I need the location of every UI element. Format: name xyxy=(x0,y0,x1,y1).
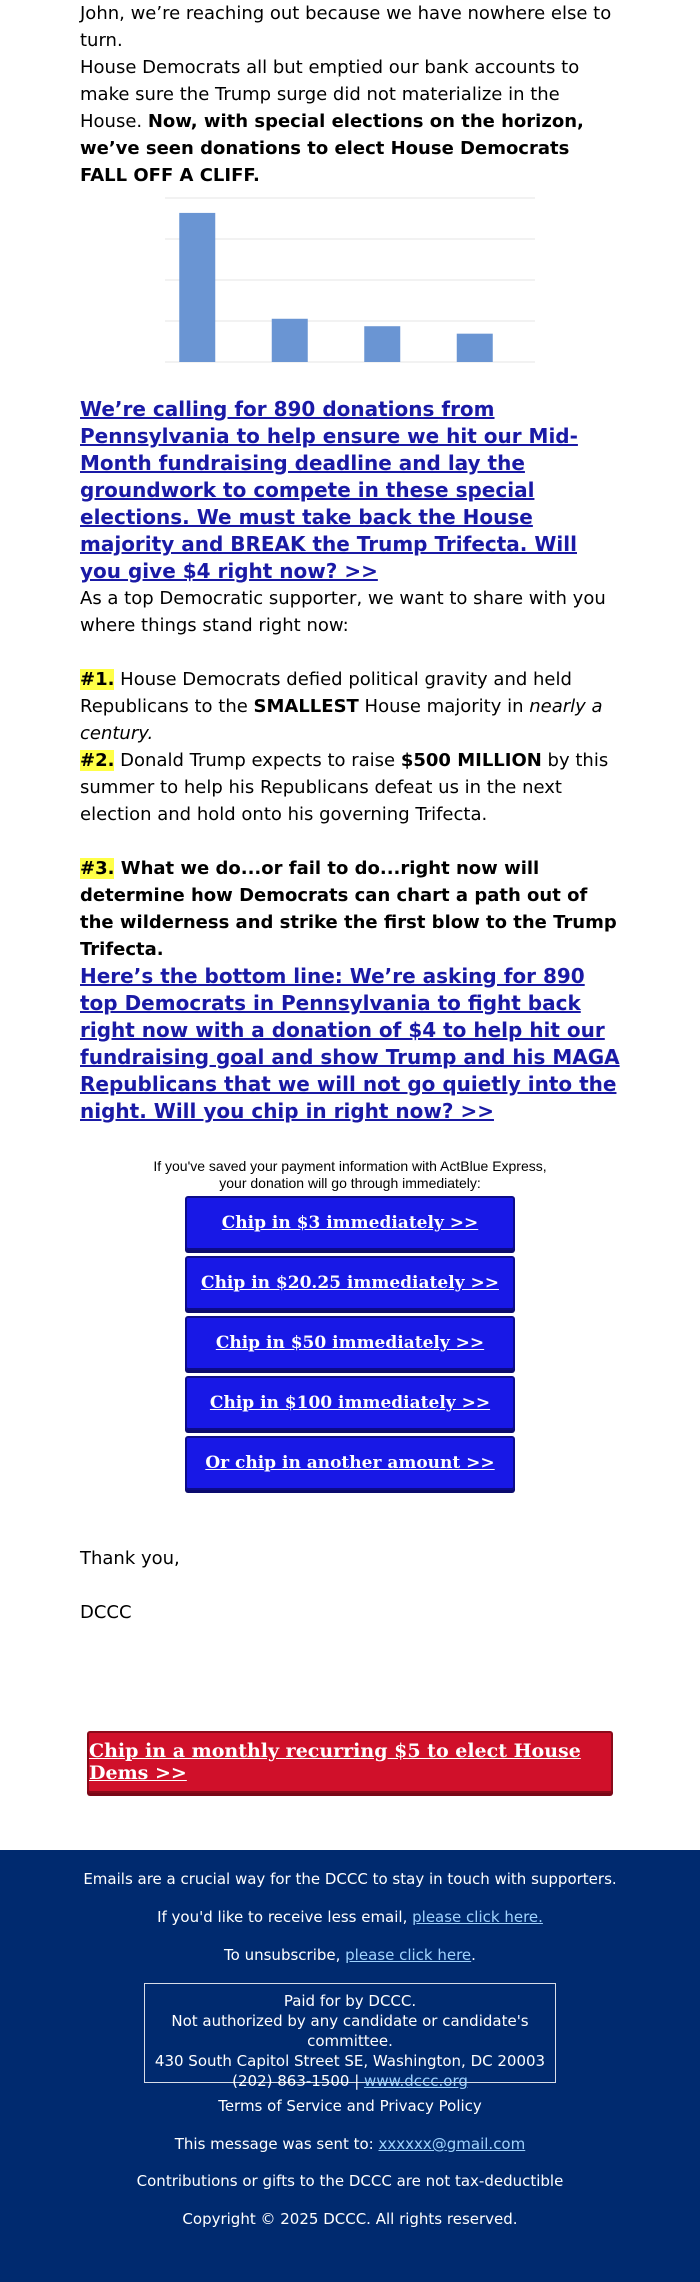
actblue-note-line-2: your donation will go through immediately: xyxy=(219,1175,481,1191)
chart-bar-3 xyxy=(364,326,400,362)
website-link[interactable]: www.dccc.org xyxy=(364,2072,468,2090)
donations-chart xyxy=(160,190,540,370)
footer-less-email-text: If you'd like to receive less email, xyxy=(157,1908,413,1926)
footer-sent-to xyxy=(0,2135,700,2154)
monthly-recurring-button[interactable]: Chip in a monthly recurring $5 to elect House Dems >> xyxy=(87,1731,613,1793)
footer xyxy=(0,1850,700,2282)
point-2 xyxy=(80,747,620,828)
point-3-tag: #3. xyxy=(80,858,115,879)
chart-bar-2 xyxy=(272,319,308,362)
unsubscribe-link[interactable]: please click here xyxy=(345,1946,472,1964)
point-3 xyxy=(80,855,620,963)
footer-unsubscribe-end: . xyxy=(471,1946,476,1964)
point-1-italic: nearly a century. xyxy=(80,696,603,744)
point-2-text-b: by this summer to help his Republicans defeat us in the next election and hold onto his governing Trifecta. xyxy=(80,750,609,825)
point-1-text-a: House Democrats defied political gravity and held Republicans to the xyxy=(80,669,572,717)
point-1-tag: #1. xyxy=(80,669,115,690)
address-text: 430 South Capitol Street SE, Washington, DC 20003 xyxy=(154,2052,546,2070)
chip-in-20-25-button[interactable]: Chip in $20.25 immediately >> xyxy=(185,1256,515,1310)
chart-bar-1 xyxy=(179,213,215,362)
terms-privacy-link[interactable]: Terms of Service and Privacy Policy xyxy=(218,2097,482,2115)
chip-in-50-button[interactable]: Chip in $50 immediately >> xyxy=(185,1316,515,1370)
donate-link-890-donations[interactable]: We’re calling for 890 donations from Pennsylvania to help ensure we hit our Mid-Month fundraising deadline and lay the groundwork to compete in these special elections. We must take back the House majority and BREAK the Trump Trifecta. Will you give $4 right now? >> xyxy=(80,397,578,583)
intro-plain-text: House Democrats all but emptied our bank accounts to make sure the Trump surge did not materialize in the House. xyxy=(80,57,580,132)
intro-bold-text: Now, with special elections on the horizon, we’ve seen donations to elect House Democrats FALL OFF A CLIFF. xyxy=(80,111,584,186)
footer-unsubscribe-text: To unsubscribe, xyxy=(224,1946,346,1964)
not-authorized-text: Not authorized by any candidate or candidate's committee. xyxy=(171,2012,529,2050)
recipient-email-link[interactable]: xxxxxx@gmail.com xyxy=(378,2135,526,2153)
paid-for-box xyxy=(144,1983,556,2090)
phone-website-line xyxy=(145,2071,555,2091)
chip-in-other-amount-button[interactable]: Or chip in another amount >> xyxy=(185,1436,515,1490)
intro-paragraph xyxy=(80,54,620,189)
greeting-text: John, we’re reaching out because we have nowhere else to turn. xyxy=(80,3,612,51)
chip-in-100-button[interactable]: Chip in $100 immediately >> xyxy=(185,1376,515,1430)
point-3-bold: What we do...or fail to do...right now will determine how Democrats can chart a path out of the wilderness and strike the first blow to the Trump Trifecta. xyxy=(80,858,617,960)
donations-chart-svg xyxy=(160,190,540,370)
copyright-text: Copyright © 2025 DCCC. All rights reserved. xyxy=(182,2210,518,2228)
tax-deductible-notice: Contributions or gifts to the DCCC are not tax-deductible xyxy=(136,2172,564,2190)
footer-unsubscribe xyxy=(0,1946,700,1965)
paid-for-text: Paid for by DCCC. xyxy=(283,1992,417,2010)
footer-less-email xyxy=(0,1908,700,1927)
signature-org: DCCC xyxy=(80,1602,132,1623)
point-2-tag: #2. xyxy=(80,750,115,771)
less-email-link[interactable]: please click here. xyxy=(412,1908,543,1926)
point-1-text-b: House majority in xyxy=(358,696,530,717)
footer-email-importance: Emails are a crucial way for the DCCC to stay in touch with supporters. xyxy=(83,1870,617,1888)
actblue-note-line-1: If you've saved your payment information with ActBlue Express, xyxy=(153,1158,547,1174)
point-2-text-a: Donald Trump expects to raise xyxy=(114,750,401,771)
point-2-bold: $500 MILLION xyxy=(400,750,542,771)
sent-to-text: This message was sent to: xyxy=(174,2135,379,2153)
donate-link-bottom-line[interactable]: Here’s the bottom line: We’re asking for 890 top Democrats in Pennsylvania to fight back right now with a donation of $4 to help hit our fundraising goal and show Trump and his MAGA Republicans that we will not go quietly into the night. Will you chip in right now? >> xyxy=(80,964,620,1123)
point-1 xyxy=(80,666,620,747)
thank-you-text: Thank you, xyxy=(80,1548,180,1569)
chip-in-3-button[interactable]: Chip in $3 immediately >> xyxy=(185,1196,515,1250)
phone-text: (202) 863-1500 | xyxy=(232,2072,365,2090)
actblue-express-note xyxy=(80,1158,620,1192)
point-1-bold: SMALLEST xyxy=(253,696,359,717)
status-intro-text: As a top Democratic supporter, we want to share with you where things stand right now: xyxy=(80,588,606,636)
chart-bar-4 xyxy=(457,334,493,362)
